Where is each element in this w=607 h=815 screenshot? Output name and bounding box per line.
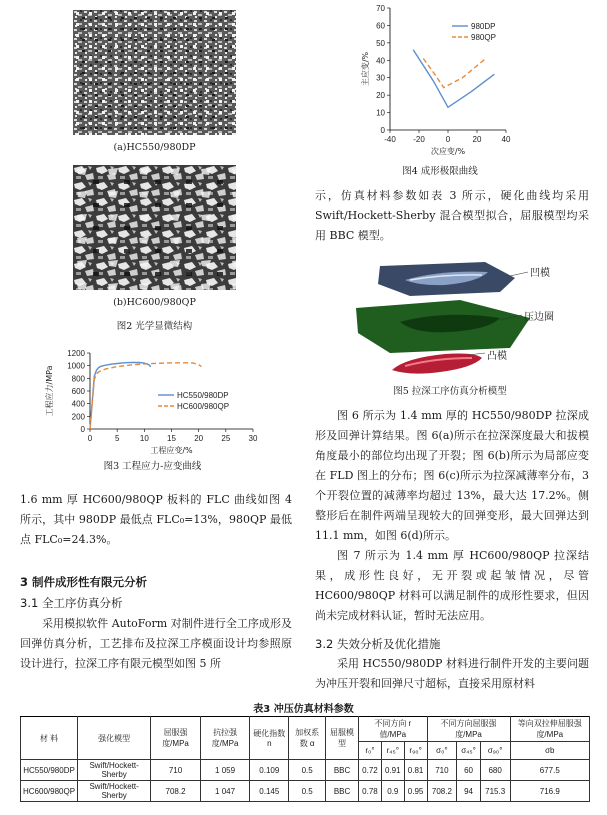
- legend-label: HC600/980QP: [177, 402, 230, 411]
- fig2b-caption: (b)HC600/980QP: [113, 297, 196, 308]
- header-s90: σ₉₀°: [480, 742, 510, 760]
- x-tick-label: 5: [114, 434, 120, 443]
- cell-n: 0.145: [250, 781, 289, 802]
- cell-sb: 677.5: [510, 760, 589, 781]
- cell-r45: 0.91: [381, 760, 404, 781]
- forming-limit-chart: [360, 0, 520, 155]
- micrograph-a: [73, 10, 236, 135]
- die-leader: [510, 272, 528, 276]
- y-axis-label: 主应变/%: [361, 51, 370, 87]
- left-paragraph-2: [20, 614, 292, 674]
- punch-model: [392, 354, 482, 374]
- cell-model: Swift/Hockett-Sherby: [78, 781, 151, 802]
- cell-material: HC550/980DP: [21, 760, 78, 781]
- x-tick-label: 25: [221, 434, 231, 443]
- series-line-980qp: [423, 59, 485, 88]
- y-tick-label: 600: [71, 387, 85, 396]
- x-axis-label: 工程应变/%: [150, 446, 193, 455]
- cell-s0: 708.2: [427, 781, 457, 802]
- legend-label: HC550/980DP: [177, 391, 229, 400]
- x-tick-label: 30: [248, 434, 258, 443]
- left-paragraph-2-text: 采用模拟软件 AutoForm 对制件进行全工序成形及回弹仿真分析，工艺排布及拉深工序模面设计均参照原设计进行，拉深工序有限元模型如图 5 所: [20, 617, 292, 670]
- right-paragraph-1: [315, 186, 589, 246]
- section-3-2-heading: 3.2 失效分析及优化措施: [315, 637, 441, 651]
- header-yield-model: 屈服模型: [326, 717, 359, 760]
- y-tick-label: 20: [376, 91, 385, 101]
- header-r-group: 不同方向 r 值/MPa: [359, 717, 427, 742]
- fig3-caption: 图3 工程应力-应变曲线: [103, 461, 202, 472]
- y-tick-label: 70: [376, 4, 385, 13]
- cell-s45: 94: [457, 781, 480, 802]
- series-line-980dp: [413, 50, 494, 108]
- x-axis-label: 次应变/%: [430, 147, 466, 155]
- cell-alpha: 0.5: [289, 781, 326, 802]
- punch-leader: [468, 353, 485, 355]
- cell-r45: 0.9: [381, 781, 404, 802]
- stress-strain-chart: [40, 345, 265, 455]
- header-material: 材 料: [21, 717, 78, 760]
- right-paragraph-2: [315, 406, 589, 546]
- micrograph-b: [73, 165, 236, 290]
- header-r90: r₉₀°: [404, 742, 427, 760]
- header-sb: σb: [510, 742, 589, 760]
- y-axis-label: 工程应力/MPa: [45, 365, 54, 417]
- left-paragraph-1: [20, 490, 292, 550]
- header-yield: 屈服强度/MPa: [151, 717, 201, 760]
- header-r0: r₀°: [359, 742, 382, 760]
- die-model: [378, 262, 515, 296]
- x-tick-label: 40: [501, 135, 511, 144]
- cell-r0: 0.72: [359, 760, 382, 781]
- cell-yield-model: BBC: [326, 781, 359, 802]
- right-paragraph-2-text: 图 6 所示为 1.4 mm 厚的 HC550/980DP 拉深成形及回弹计算结果。图 6(a)所示在拉深深度最大和拔模角度最小的部位均出现了开裂；图 6(b)所示为局部应变在 FLD 图上的分布；图 6(c)所示为拉深减薄率分布，3 个开裂位置的减薄率均超过 13%，最大达 17.2%。侧整形后在制件两端呈现较大的回弹变形，最大回弹达到 11.1 mm，如图 6(d)所示。: [315, 409, 589, 542]
- fig2a-caption: (a)HC550/980DP: [113, 142, 196, 153]
- die-label: 凹模: [530, 268, 550, 279]
- cell-tensile: 1 047: [200, 781, 250, 802]
- y-tick-label: 1200: [67, 349, 85, 358]
- fig2-caption: 图2 光学显微结构: [116, 321, 193, 332]
- binder-label: 压边圈: [524, 312, 554, 323]
- y-tick-label: 10: [376, 108, 385, 118]
- y-tick-label: 30: [376, 73, 385, 83]
- y-tick-label: 800: [71, 374, 85, 384]
- x-tick-label: 20: [194, 434, 204, 443]
- cell-yield-model: BBC: [326, 760, 359, 781]
- y-tick-label: 200: [71, 412, 85, 422]
- punch-label: 凸模: [487, 351, 507, 362]
- cell-tensile: 1 059: [200, 760, 250, 781]
- cell-r0: 0.78: [359, 781, 382, 802]
- header-tensile: 抗拉强度/MPa: [200, 717, 250, 760]
- cell-s0: 710: [427, 760, 457, 781]
- material-parameters-table: [20, 716, 590, 802]
- y-tick-label: 1000: [67, 361, 85, 371]
- header-s0: σ₀°: [427, 742, 457, 760]
- right-paragraph-3-text: 图 7 所示为 1.4 mm 厚 HC600/980QP 拉深结果，成形性良好，无开裂或起皱情况，尽管 HC600/980QP 材料可以满足制件的成形性要求，但因尚未完成材料认证，暂时无法应用。: [315, 549, 589, 622]
- binder-model: [356, 300, 530, 353]
- header-alpha: 加权系数 α: [289, 717, 326, 760]
- table3-title: 表3 冲压仿真材料参数: [253, 704, 354, 715]
- x-tick-label: -40: [384, 135, 396, 144]
- cell-s45: 60: [457, 760, 480, 781]
- x-tick-label: 10: [139, 434, 149, 443]
- micrograph-b-texture: [73, 165, 236, 290]
- y-tick-label: 0: [380, 126, 385, 135]
- section-3-1-heading: 3.1 全工序仿真分析: [20, 596, 123, 610]
- y-tick-label: 40: [376, 56, 385, 66]
- x-tick-label: 20: [472, 135, 482, 144]
- legend-label: 980DP: [471, 22, 496, 31]
- section-3-heading: 3 制件成形性有限元分析: [20, 575, 148, 589]
- left-paragraph-1-text: 1.6 mm 厚 HC600/980QP 板料的 FLC 曲线如图 4 所示，其中 980DP 最低点 FLC₀=13%，980QP 最低点 FLC₀=24.3%。: [20, 493, 292, 546]
- header-r45: r₄₅°: [381, 742, 404, 760]
- table-header-row-1: [21, 717, 590, 742]
- table-row: [21, 781, 590, 802]
- right-paragraph-1-text: 示，仿真材料参数如表 3 所示，硬化曲线均采用 Swift/Hockett-Sherby 混合模型拟合，屈服模型均采用 BBC 模型。: [315, 189, 589, 242]
- y-tick-label: 50: [376, 38, 385, 48]
- x-tick-label: -20: [413, 135, 425, 144]
- y-tick-label: 400: [71, 399, 85, 409]
- right-paragraph-4: [315, 654, 589, 694]
- cell-r90: 0.81: [404, 760, 427, 781]
- cell-yield: 710: [151, 760, 201, 781]
- header-s45: σ₄₅°: [457, 742, 480, 760]
- cell-material: HC600/980QP: [21, 781, 78, 802]
- header-ys-group: 不同方向屈服强度/MPa: [427, 717, 510, 742]
- right-paragraph-3: [315, 546, 589, 626]
- legend-label: 980QP: [471, 33, 496, 42]
- x-tick-label: 0: [445, 135, 451, 144]
- cell-s90: 680: [480, 760, 510, 781]
- fig5-caption: 图5 拉深工序仿真分析模型: [393, 386, 507, 397]
- y-tick-label: 60: [376, 21, 385, 31]
- cell-r90: 0.95: [404, 781, 427, 802]
- cell-sb: 716.9: [510, 781, 589, 802]
- header-biaxial: 等向双拉伸屈服强度/MPa: [510, 717, 589, 742]
- cell-s90: 715.3: [480, 781, 510, 802]
- x-tick-label: 0: [87, 434, 93, 443]
- header-model: 强化模型: [78, 717, 151, 760]
- header-n: 硬化指数 n: [250, 717, 289, 760]
- fig4-caption: 图4 成形极限曲线: [402, 166, 478, 177]
- cell-model: Swift/Hockett-Sherby: [78, 760, 151, 781]
- x-tick-label: 15: [167, 434, 176, 443]
- cell-yield: 708.2: [151, 781, 201, 802]
- right-paragraph-4-text: 采用 HC550/980DP 材料进行制件开发的主要问题为冲压开裂和回弹尺寸超标，直接采用原材料: [315, 657, 589, 690]
- micrograph-a-texture: [73, 10, 236, 135]
- table-row: [21, 760, 590, 781]
- y-tick-label: 0: [80, 425, 85, 434]
- cell-n: 0.109: [250, 760, 289, 781]
- cell-alpha: 0.5: [289, 760, 326, 781]
